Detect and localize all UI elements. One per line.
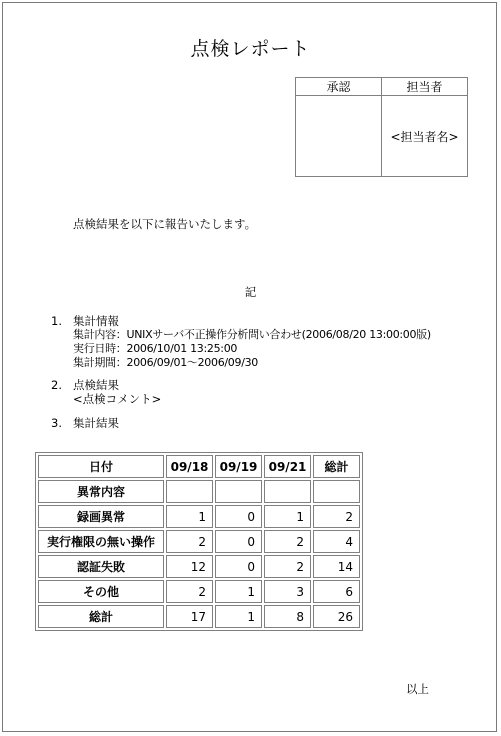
cell: 14 [313,555,360,578]
row-label: 実行権限の無い操作 [38,530,164,553]
row-label: 総計 [38,605,164,628]
table-row [38,580,360,603]
cell: 2 [166,580,213,603]
closing-text: 以上 [406,682,429,696]
cell [313,480,360,503]
header-0918: 09/18 [166,455,213,478]
cell: 2 [313,505,360,528]
approval-header-person: 担当者 [382,78,468,96]
header-0919: 09/19 [215,455,262,478]
table-row [38,555,360,578]
section-heading: 集計結果 [73,416,119,430]
cell: 2 [264,555,311,578]
cell: 1 [264,505,311,528]
approval-approve-cell [296,96,382,177]
cell: 2 [166,530,213,553]
table-row [38,530,360,553]
cell: 17 [166,605,213,628]
cell: 2 [264,530,311,553]
section-heading: 集計情報 [73,314,119,328]
table-row [38,505,360,528]
report-page [2,2,497,732]
section-heading: 点検結果 [73,378,119,392]
cell: 26 [313,605,360,628]
inspection-comment: <点検コメント> [73,392,162,406]
approval-header-approve: 承認 [296,78,382,96]
intro-text: 点検結果を以下に報告いたします。 [73,217,257,231]
cell: 6 [313,580,360,603]
cell: 0 [215,555,262,578]
table-header-row [38,455,360,478]
cell: 8 [264,605,311,628]
aggregate-result-table [35,452,363,631]
approval-stamp-table [295,77,468,177]
table-row [38,605,360,628]
cell: 12 [166,555,213,578]
row-label: その他 [38,580,164,603]
row-label: 異常内容 [38,480,164,503]
cell: 0 [215,530,262,553]
cell: 1 [215,580,262,603]
section-number: 2. [51,378,62,392]
cell: 1 [215,605,262,628]
cell: 4 [313,530,360,553]
row-label: 認証失敗 [38,555,164,578]
section-number: 3. [51,416,62,430]
cell: 1 [166,505,213,528]
section-number: 1. [51,314,62,328]
header-total: 総計 [313,455,360,478]
cell [166,480,213,503]
row-label: 録画異常 [38,505,164,528]
cell [215,480,262,503]
table-row [38,480,360,503]
cell [264,480,311,503]
approval-person-name: <担当者名> [382,96,468,177]
cell: 0 [215,505,262,528]
cell: 3 [264,580,311,603]
ki-mark: 記 [244,285,257,299]
header-0921: 09/21 [264,455,311,478]
page-title: 点検レポート [190,38,311,60]
header-date: 日付 [38,455,164,478]
execution-datetime-line: 実行日時：2006/10/01 13:25:00 [73,342,238,355]
summary-content-line: 集計内容：UNIXサーバ不正操作分析問い合わせ(2006/08/20 13:00:00版) [73,328,431,341]
summary-period-line: 集計期間：2006/09/01～2006/09/30 [73,356,259,369]
